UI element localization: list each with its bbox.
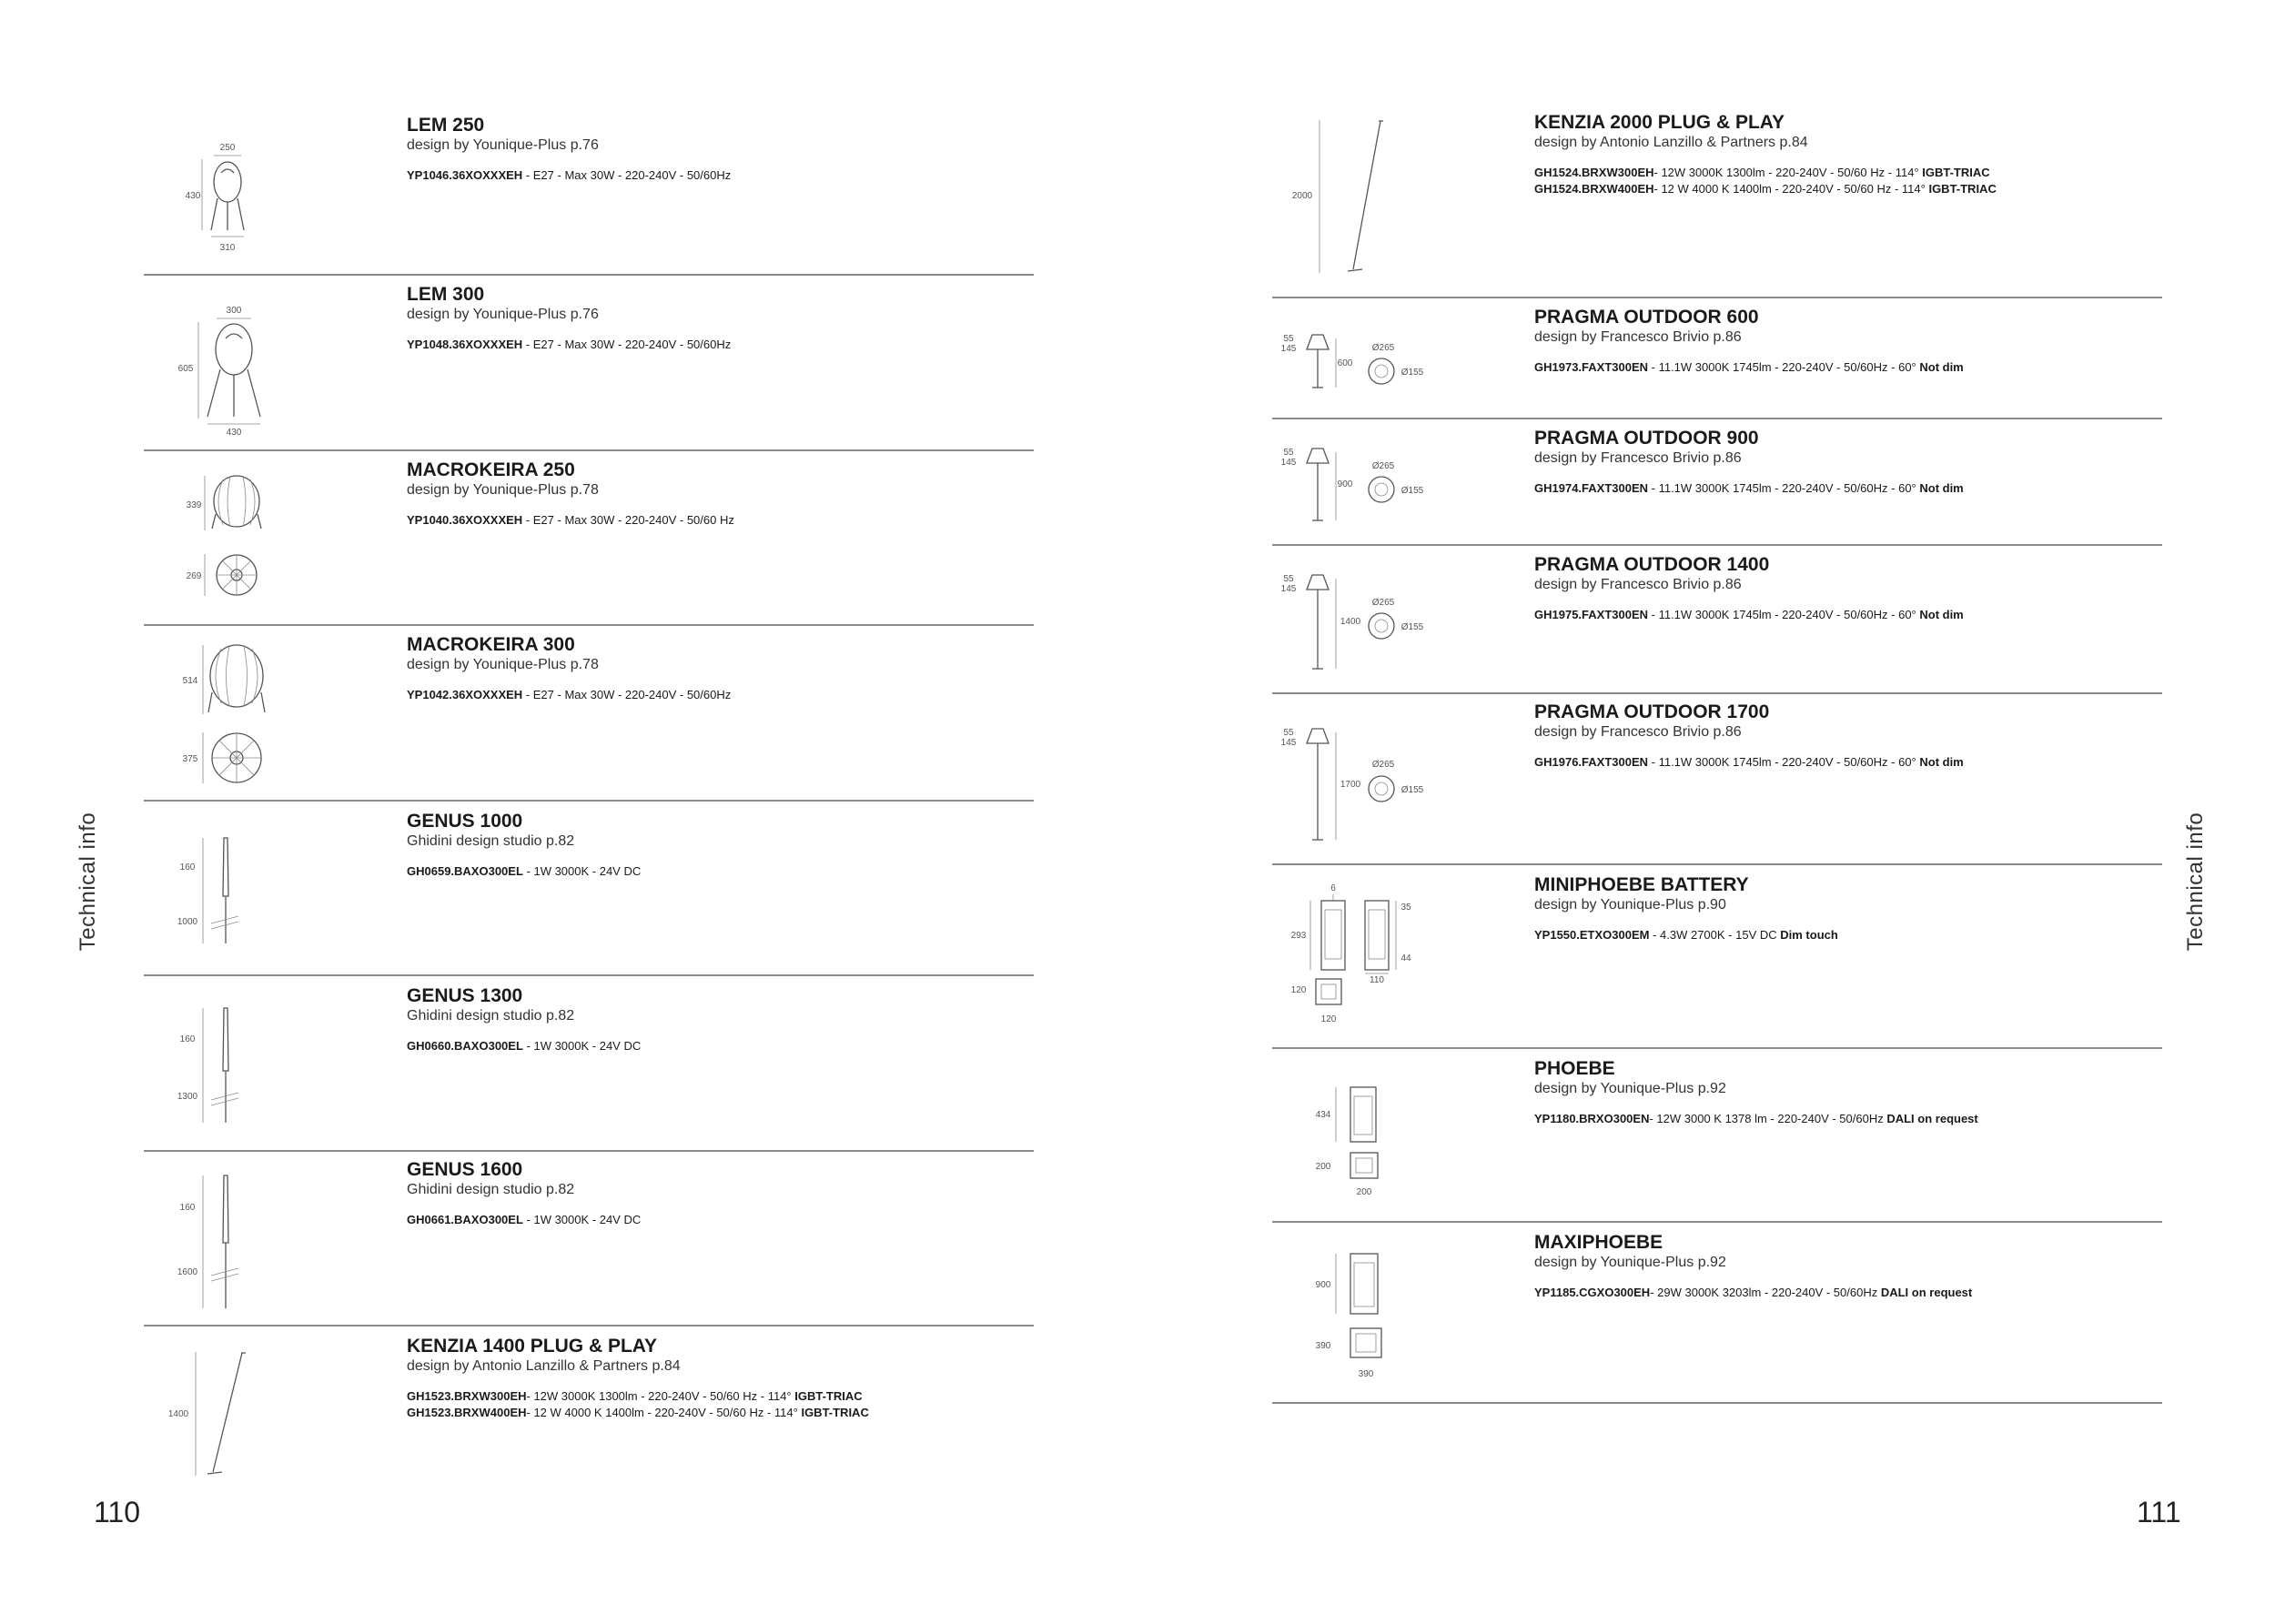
dimension-label: 145 xyxy=(1280,458,1297,468)
spec-line xyxy=(407,337,731,353)
phoebe-drawing xyxy=(1310,1076,1401,1204)
divider xyxy=(1272,1402,2162,1404)
dimension-label: Ø155 xyxy=(1400,486,1424,496)
spec-text: - 12W 3000K 1300lm - 220-240V - 50/60 Hz - 114° xyxy=(1653,166,1923,179)
dimension-label: 250 xyxy=(219,143,236,153)
spec-dimming: Not dim xyxy=(1919,755,1964,769)
dimension-label: 269 xyxy=(186,571,202,581)
side-label-right: Technical info xyxy=(2183,812,2208,952)
lem-300-drawing xyxy=(173,302,264,437)
spec-line xyxy=(1534,607,1964,623)
product-name: PHOEBE xyxy=(1534,1058,1615,1079)
divider xyxy=(1272,418,2162,419)
product-entry xyxy=(407,634,731,703)
spec-dimming: Not dim xyxy=(1919,608,1964,621)
dimension-label: 1000 xyxy=(177,917,198,927)
divider xyxy=(144,624,1034,626)
spec-text: - 12 W 4000 K 1400lm - 220-240V - 50/60 Hz - 114° xyxy=(526,1406,802,1419)
divider xyxy=(144,1325,1034,1326)
spec-line xyxy=(407,1405,869,1421)
spec-text: - 11.1W 3000K 1745lm - 220-240V - 50/60Hz - 60° xyxy=(1648,608,1920,621)
product-entry xyxy=(407,1336,869,1421)
product-code: GH1973.FAXT300EN xyxy=(1534,360,1649,374)
spec-dimming: IGBT-TRIAC xyxy=(1922,166,1990,179)
product-name: PRAGMA OUTDOOR 1400 xyxy=(1534,554,1770,575)
dimension-label: 1700 xyxy=(1340,780,1361,790)
spec-line xyxy=(1534,181,1997,197)
lem-250-drawing xyxy=(177,136,259,259)
product-name: GENUS 1000 xyxy=(407,811,523,832)
spec-text: - 12 W 4000 K 1400lm - 220-240V - 50/60 Hz - 114° xyxy=(1653,182,1929,196)
dimension-label: 44 xyxy=(1400,953,1411,963)
dimension-label: 200 xyxy=(1315,1162,1331,1172)
product-entry xyxy=(407,811,641,880)
product-name: MACROKEIRA 250 xyxy=(407,459,575,480)
dimension-label: Ø155 xyxy=(1400,368,1424,378)
dimension-label: 145 xyxy=(1280,344,1297,354)
dimension-label: 434 xyxy=(1315,1110,1331,1120)
product-entry xyxy=(1534,112,1997,197)
product-name: LEM 300 xyxy=(407,284,485,305)
spec-dimming: IGBT-TRIAC xyxy=(801,1406,869,1419)
product-name: GENUS 1300 xyxy=(407,985,523,1006)
dimension-label: Ø155 xyxy=(1400,785,1424,795)
spec-line xyxy=(1534,1285,1972,1301)
product-designer: design by Younique-Plus p.92 xyxy=(1534,1255,1726,1270)
dimension-label: 430 xyxy=(226,428,242,438)
dimension-label: 900 xyxy=(1337,479,1353,489)
dimension-label: 200 xyxy=(1356,1187,1372,1197)
dimension-label: 339 xyxy=(186,500,202,510)
divider xyxy=(1272,1047,2162,1049)
dimension-label: 1300 xyxy=(177,1092,198,1102)
spec-text: - E27 - Max 30W - 220-240V - 50/60 Hz xyxy=(522,513,734,527)
product-designer: Ghidini design studio p.82 xyxy=(407,1008,575,1024)
product-entry xyxy=(1534,428,1964,497)
product-code: YP1048.36XOXXXEH xyxy=(407,338,523,351)
dimension-label: Ø265 xyxy=(1371,461,1395,471)
dimension-label: 1600 xyxy=(177,1267,198,1277)
dimension-label: 145 xyxy=(1280,584,1297,594)
spec-text: - 11.1W 3000K 1745lm - 220-240V - 50/60Hz - 60° xyxy=(1648,481,1920,495)
product-designer: design by Younique-Plus p.90 xyxy=(1534,897,1726,913)
spec-text: - 1W 3000K - 24V DC xyxy=(522,864,642,878)
macrokeira-250-drawing xyxy=(177,469,278,610)
product-name: LEM 250 xyxy=(407,115,485,136)
dimension-label: 110 xyxy=(1370,975,1384,985)
product-designer: design by Francesco Brivio p.86 xyxy=(1534,724,1742,740)
product-code: GH0661.BAXO300EL xyxy=(407,1213,523,1226)
spec-dimming: DALI on request xyxy=(1880,1286,1973,1299)
miniphoebe-drawing xyxy=(1283,879,1429,1034)
spec-dimming: IGBT-TRIAC xyxy=(794,1389,863,1403)
product-designer: design by Younique-Plus p.76 xyxy=(407,307,599,322)
dimension-label: 120 xyxy=(1290,985,1307,995)
divider xyxy=(1272,297,2162,298)
spec-line xyxy=(407,1038,641,1054)
page-number-right: 111 xyxy=(2137,1496,2181,1528)
dimension-label: 390 xyxy=(1315,1341,1331,1351)
spec-text: - 29W 3000K 3203lm - 220-240V - 50/60Hz xyxy=(1650,1286,1881,1299)
product-designer: design by Antonio Lanzillo & Partners p.84 xyxy=(407,1358,681,1374)
dimension-label: 160 xyxy=(179,1034,196,1044)
spec-line xyxy=(1534,359,1964,376)
page-number-left: 110 xyxy=(94,1496,141,1528)
spec-text: - 12W 3000K 1300lm - 220-240V - 50/60 Hz - 114° xyxy=(526,1389,795,1403)
dimension-label: 514 xyxy=(182,676,198,686)
side-label-left: Technical info xyxy=(76,812,100,952)
product-entry xyxy=(1534,874,1838,943)
divider xyxy=(144,449,1034,451)
dimension-label: Ø265 xyxy=(1371,760,1395,770)
dimension-label: Ø265 xyxy=(1371,343,1395,353)
product-code: GH1975.FAXT300EN xyxy=(1534,608,1649,621)
product-name: MAXIPHOEBE xyxy=(1534,1232,1663,1253)
divider xyxy=(1272,1221,2162,1223)
product-entry xyxy=(407,115,731,184)
dimension-label: 55 xyxy=(1283,334,1294,344)
dimension-label: 35 xyxy=(1400,903,1411,913)
product-designer: design by Antonio Lanzillo & Partners p.84 xyxy=(1534,135,1808,150)
dimension-label: 310 xyxy=(219,243,236,253)
dimension-label: 6 xyxy=(1330,883,1336,893)
dimension-label: 120 xyxy=(1320,1014,1337,1024)
spec-line xyxy=(407,863,641,880)
product-designer: design by Younique-Plus p.76 xyxy=(407,137,599,153)
product-designer: design by Younique-Plus p.78 xyxy=(407,482,599,498)
dimension-label: 160 xyxy=(179,862,196,873)
dimension-label: 55 xyxy=(1283,448,1294,458)
macrokeira-300-drawing xyxy=(177,640,287,790)
spec-dimming: IGBT-TRIAC xyxy=(1928,182,1997,196)
spec-line xyxy=(1534,1111,1978,1127)
dimension-label: 600 xyxy=(1337,358,1353,368)
pragma-600-drawing xyxy=(1274,328,1438,409)
product-name: PRAGMA OUTDOOR 900 xyxy=(1534,428,1759,449)
pragma-900-drawing xyxy=(1274,442,1438,533)
product-designer: design by Francesco Brivio p.86 xyxy=(1534,577,1742,592)
divider xyxy=(144,974,1034,976)
product-code: GH0659.BAXO300EL xyxy=(407,864,523,878)
maxiphoebe-drawing xyxy=(1310,1248,1401,1385)
dimension-label: Ø155 xyxy=(1400,622,1424,632)
spec-text: - 11.1W 3000K 1745lm - 220-240V - 50/60Hz - 60° xyxy=(1648,755,1920,769)
product-designer: design by Younique-Plus p.78 xyxy=(407,657,599,672)
spec-line xyxy=(407,1388,869,1405)
product-name: PRAGMA OUTDOOR 600 xyxy=(1534,307,1759,328)
product-code: GH1976.FAXT300EN xyxy=(1534,755,1649,769)
dimension-label: 605 xyxy=(177,364,194,374)
dimension-label: 900 xyxy=(1315,1280,1331,1290)
product-entry xyxy=(407,284,731,353)
product-designer: design by Francesco Brivio p.86 xyxy=(1534,329,1742,345)
product-entry xyxy=(1534,701,1964,771)
spec-line xyxy=(1534,165,1997,181)
kenzia-2000-drawing xyxy=(1288,116,1397,276)
product-code: YP1042.36XOXXXEH xyxy=(407,688,523,701)
product-designer: design by Younique-Plus p.92 xyxy=(1534,1081,1726,1096)
genus-1600-drawing xyxy=(173,1170,255,1316)
product-name: KENZIA 1400 PLUG & PLAY xyxy=(407,1336,658,1357)
spec-line xyxy=(1534,480,1964,497)
product-entry xyxy=(407,459,734,529)
product-code: YP1185.CGXO300EH xyxy=(1534,1286,1651,1299)
product-designer: design by Francesco Brivio p.86 xyxy=(1534,450,1742,466)
dimension-label: 55 xyxy=(1283,574,1294,584)
product-entry xyxy=(1534,307,1964,376)
spec-dimming: DALI on request xyxy=(1886,1112,1978,1125)
divider xyxy=(1272,544,2162,546)
dimension-label: 430 xyxy=(185,191,201,201)
product-name: KENZIA 2000 PLUG & PLAY xyxy=(1534,112,1785,133)
product-entry xyxy=(1534,554,1964,623)
spec-line xyxy=(407,167,731,184)
dimension-label: Ø265 xyxy=(1371,598,1395,608)
divider xyxy=(1272,863,2162,865)
spec-text: - 12W 3000 K 1378 lm - 220-240V - 50/60Hz xyxy=(1649,1112,1887,1125)
dimension-label: 375 xyxy=(182,754,198,764)
spec-line xyxy=(407,1212,641,1228)
spec-text: - 1W 3000K - 24V DC xyxy=(522,1213,642,1226)
divider xyxy=(144,800,1034,802)
product-name: PRAGMA OUTDOOR 1700 xyxy=(1534,701,1770,722)
product-name: GENUS 1600 xyxy=(407,1159,523,1180)
dimension-label: 160 xyxy=(179,1203,196,1213)
product-code: YP1040.36XOXXXEH xyxy=(407,513,523,527)
product-code: GH1523.BRXW300EH xyxy=(407,1389,527,1403)
dimension-label: 300 xyxy=(226,306,242,316)
spec-line xyxy=(407,512,734,529)
dimension-label: 145 xyxy=(1280,738,1297,748)
genus-1300-drawing xyxy=(173,1003,255,1130)
product-name: MINIPHOEBE BATTERY xyxy=(1534,874,1749,895)
spec-dimming: Dim touch xyxy=(1780,928,1838,942)
divider xyxy=(144,274,1034,276)
spec-dimming: Not dim xyxy=(1919,481,1964,495)
pragma-1700-drawing xyxy=(1274,723,1438,846)
spec-line xyxy=(407,687,731,703)
spec-text: - 11.1W 3000K 1745lm - 220-240V - 50/60Hz - 60° xyxy=(1648,360,1920,374)
dimension-label: 55 xyxy=(1283,728,1294,738)
product-code: GH1524.BRXW300EH xyxy=(1534,166,1654,179)
dimension-label: 390 xyxy=(1358,1369,1374,1379)
divider xyxy=(144,1150,1034,1152)
dimension-label: 1400 xyxy=(1340,617,1361,627)
product-name: MACROKEIRA 300 xyxy=(407,634,575,655)
spec-dimming: Not dim xyxy=(1919,360,1964,374)
spec-line xyxy=(1534,927,1838,943)
product-code: YP1550.ETXO300EM xyxy=(1534,928,1650,942)
spec-line xyxy=(1534,754,1964,771)
dimension-label: 1400 xyxy=(167,1409,189,1419)
product-entry xyxy=(407,1159,641,1228)
product-entry xyxy=(1534,1232,1972,1301)
kenzia-1400-drawing xyxy=(164,1348,255,1480)
product-code: GH1524.BRXW400EH xyxy=(1534,182,1654,196)
product-code: GH0660.BAXO300EL xyxy=(407,1039,523,1053)
dimension-label: 2000 xyxy=(1291,191,1313,201)
product-entry xyxy=(407,985,641,1054)
product-designer: Ghidini design studio p.82 xyxy=(407,833,575,849)
product-code: YP1046.36XOXXXEH xyxy=(407,168,523,182)
product-entry xyxy=(1534,1058,1978,1127)
dimension-label: 293 xyxy=(1290,931,1307,941)
product-code: GH1974.FAXT300EN xyxy=(1534,481,1649,495)
spec-text: - 1W 3000K - 24V DC xyxy=(522,1039,642,1053)
spec-text: - E27 - Max 30W - 220-240V - 50/60Hz xyxy=(522,168,732,182)
product-designer: Ghidini design studio p.82 xyxy=(407,1182,575,1197)
spec-text: - E27 - Max 30W - 220-240V - 50/60Hz xyxy=(522,688,732,701)
product-code: YP1180.BRXO300EN xyxy=(1534,1112,1650,1125)
spec-text: - 4.3W 2700K - 15V DC xyxy=(1649,928,1781,942)
spec-text: - E27 - Max 30W - 220-240V - 50/60Hz xyxy=(522,338,732,351)
pragma-1400-drawing xyxy=(1274,569,1438,678)
genus-1000-drawing xyxy=(173,832,255,951)
product-code: GH1523.BRXW400EH xyxy=(407,1406,527,1419)
divider xyxy=(1272,692,2162,694)
